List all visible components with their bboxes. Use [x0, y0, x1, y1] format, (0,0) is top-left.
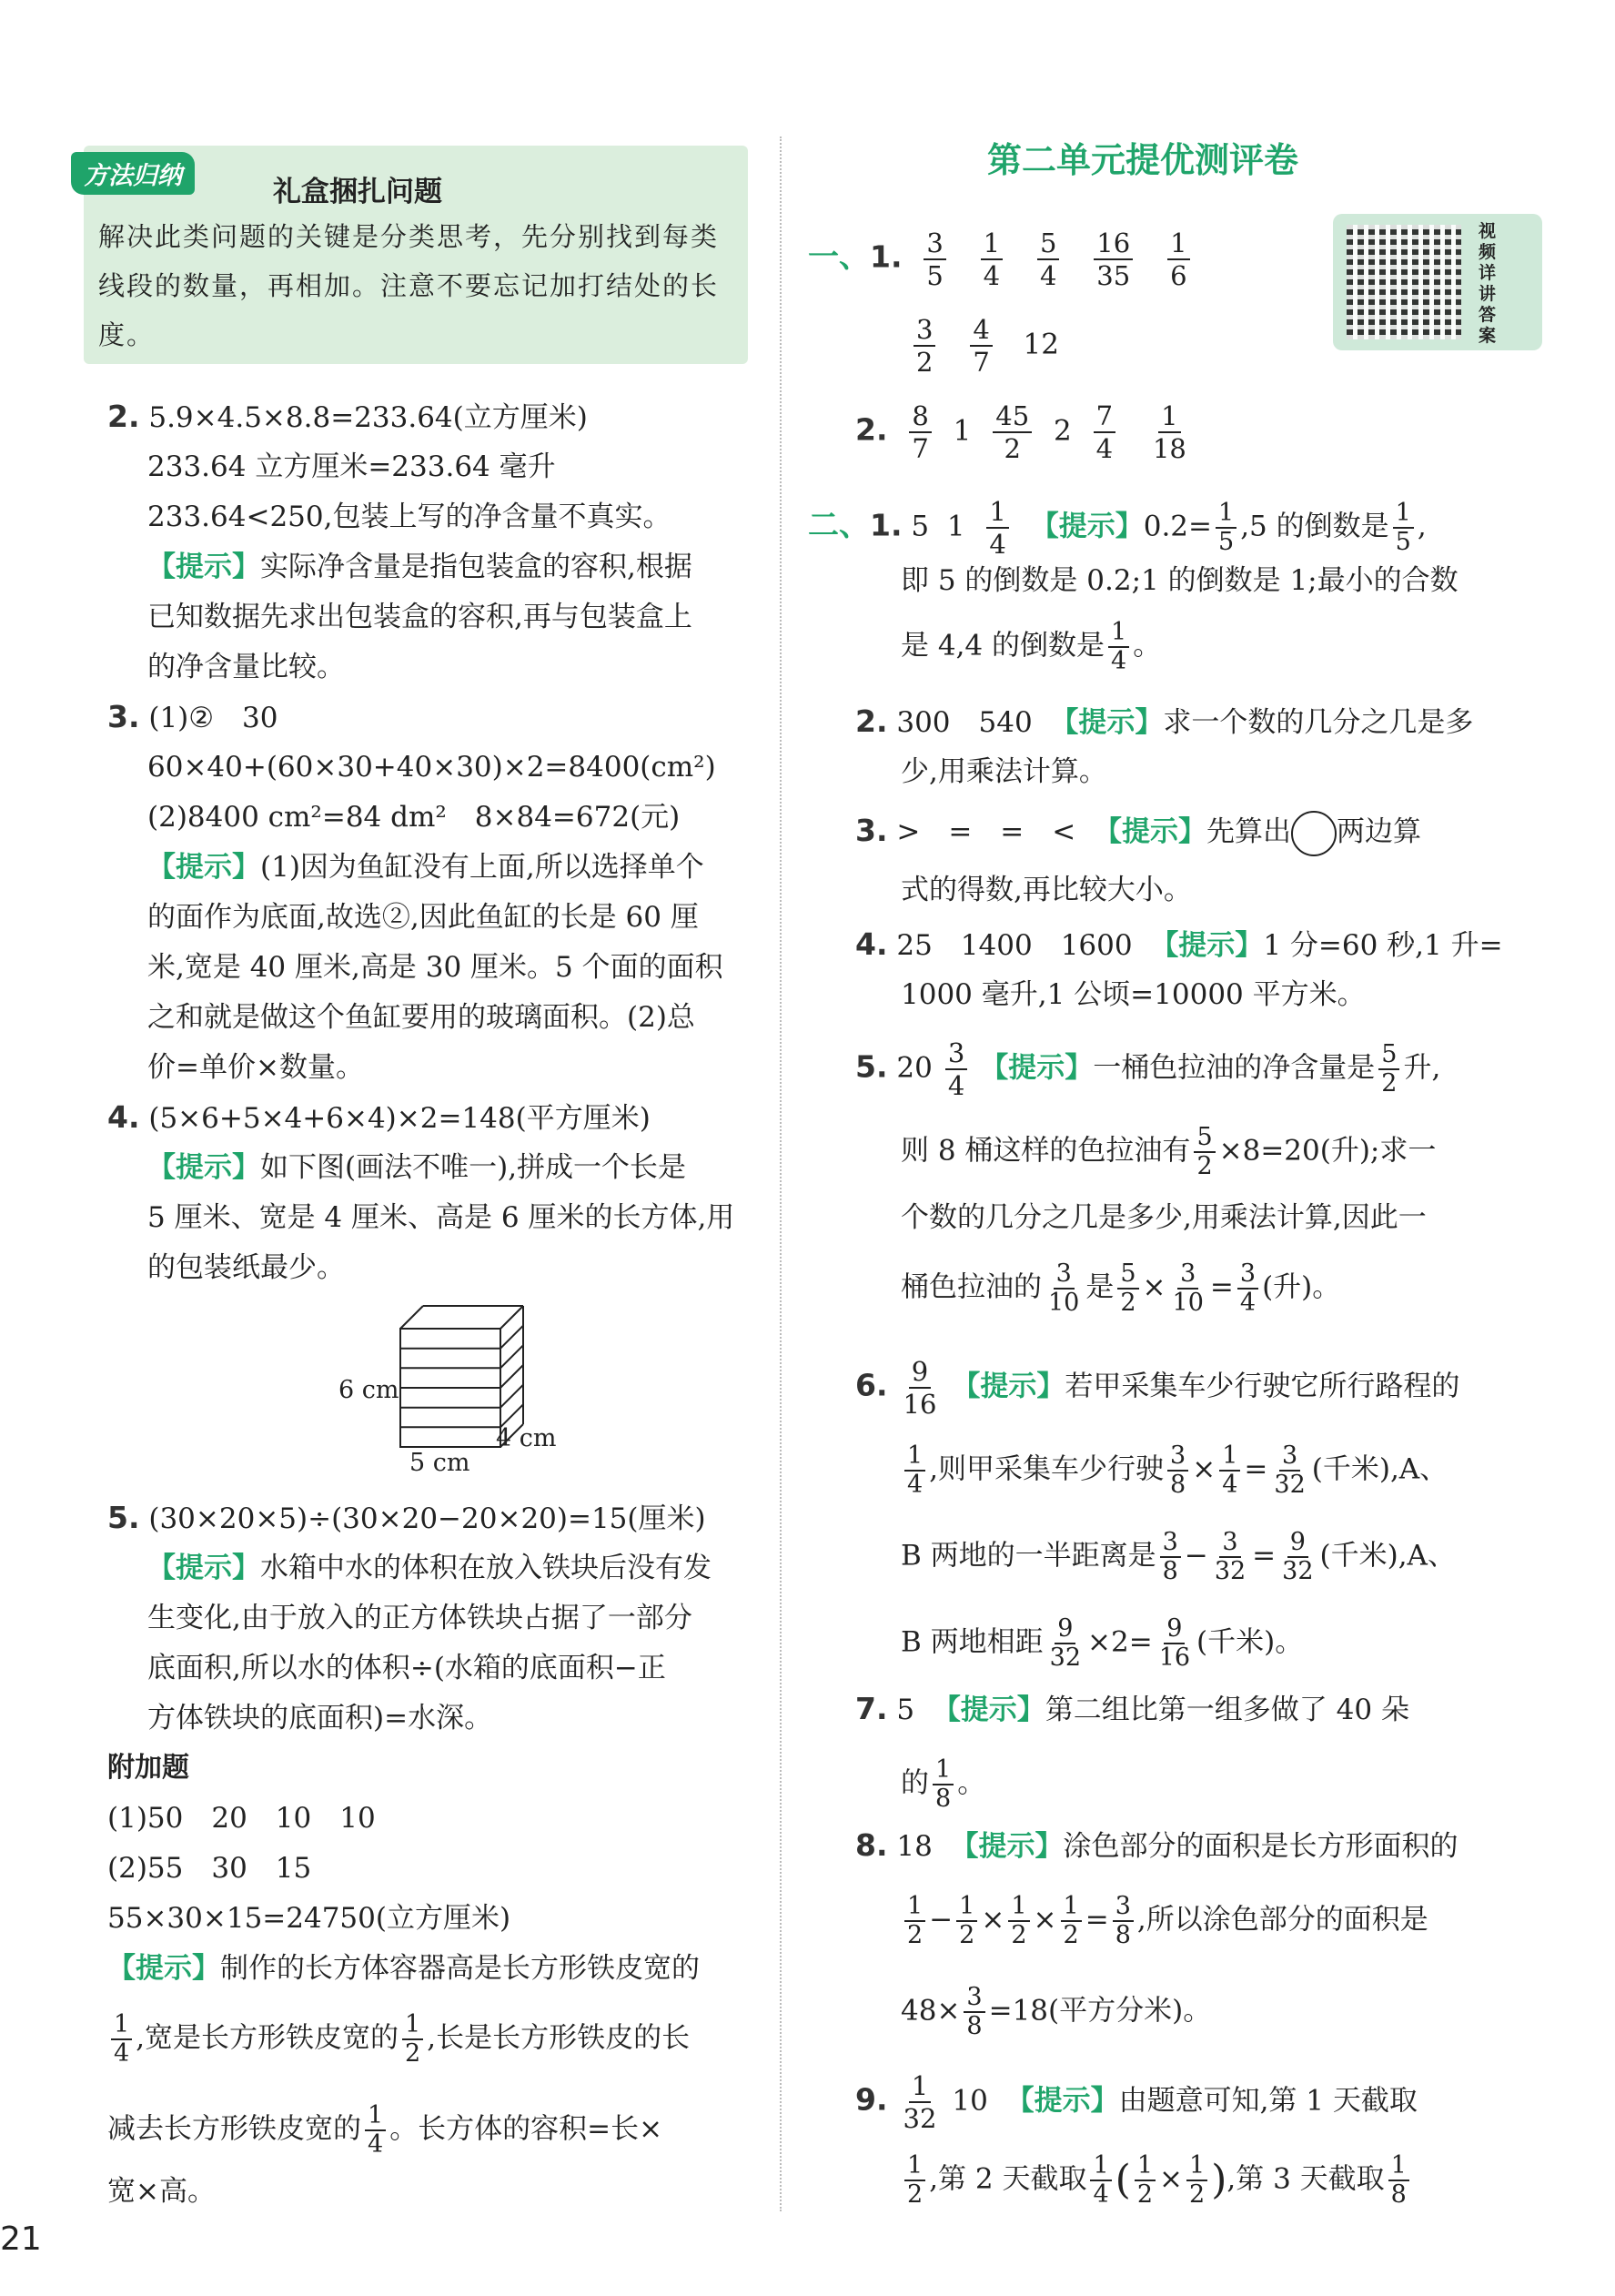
page-number: 21 — [0, 2220, 42, 2258]
s2-q1-line2: 即 5 的倒数是 0.2;1 的倒数是 1;最小的合数 — [901, 564, 1459, 597]
fraction: $\frac{1}{6}$ — [1167, 228, 1189, 291]
s2-q7-l2a: 的 — [901, 1766, 929, 1800]
s2-q9-l2a: ,第 2 天截取 — [929, 2162, 1087, 2196]
fraction: $\frac{3}{32}$ — [1274, 1441, 1306, 1499]
fraction: $\frac{1}{2}$ — [1008, 1893, 1029, 1949]
q4-line1: (5×6+5×4+6×4)×2=148(平方厘米) — [148, 1102, 651, 1135]
method-text: 解决此类问题的关键是分类思考，先分别找到每类线段的数量，再相加。注意不要忘记加打结处的长度。 — [98, 221, 720, 350]
s2-q6-l3d: (千米),A、 — [1319, 1539, 1456, 1573]
s2-q5-l2b: ×8=20(升);求一 — [1218, 1134, 1437, 1168]
circle-blank-icon — [1291, 811, 1337, 856]
q4-tip-tag: 【提示】 — [147, 1151, 260, 1184]
q3-line7: 之和就是做这个鱼缸要用的玻璃面积。(2)总 — [147, 1001, 695, 1034]
s2-q3-t2: 两边算 — [1336, 815, 1421, 848]
s2-q5-t2: 升, — [1403, 1051, 1441, 1085]
q2-line6: 的净含量比较。 — [147, 651, 345, 683]
s2-q1-line3b: 。 — [1133, 629, 1162, 663]
s2-q9-tip-tag: 【提示】 — [1005, 2084, 1119, 2118]
fraction: $\frac{3}{4}$ — [1237, 1260, 1258, 1317]
section1-label: 一、 — [808, 238, 870, 276]
q3-line6: 米,宽是 40 厘米,高是 30 厘米。5 个面的面积 — [147, 951, 723, 984]
fraction: $\frac{9}{32}$ — [1282, 1528, 1314, 1585]
extra-line5b: ,长是长方形铁皮的长 — [427, 2021, 691, 2055]
s2-q8-number: 8. — [855, 1827, 888, 1863]
q2-line1: 5.9×4.5×8.8=233.64(立方厘米) — [148, 401, 588, 434]
fraction: $\frac{16}{35}$ — [1094, 228, 1133, 291]
s2-q4-t: 1 分=60 秒,1 升= — [1263, 929, 1503, 962]
fraction: $\frac{3}{5}$ — [924, 228, 945, 291]
s2-q3-line2: 式的得数,再比较大小。 — [901, 874, 1192, 906]
extra-line1: (1)50 20 10 10 — [107, 1802, 376, 1835]
fraction: $\frac{1}{2}$ — [402, 2011, 423, 2068]
fraction: $\frac{1}{4}$ — [981, 228, 1003, 291]
fraction: $\frac{1}{2}$ — [904, 1893, 925, 1949]
s2-q8-l3b: =18(平方分米)。 — [988, 1994, 1212, 2028]
cuboid-depth-label: 4 cm — [496, 1424, 557, 1452]
q5-line2: 水箱中水的体积在放入铁块后没有发 — [260, 1552, 712, 1584]
fraction: $\frac{1}{4}$ — [986, 496, 1008, 560]
qr-label: 视频详讲答案 — [1479, 221, 1497, 346]
s2-q6-l2c: = — [1244, 1452, 1268, 1486]
column-divider — [780, 137, 782, 2211]
q2-tip-tag: 【提示】 — [147, 551, 260, 583]
s2-q5-number: 5. — [855, 1048, 888, 1085]
q2-line2: 233.64 立方厘米=233.64 毫升 — [147, 450, 556, 483]
extra-tip-tag: 【提示】 — [107, 1952, 220, 1985]
q2-line4: 实际净含量是指包装盒的容积,根据 — [260, 551, 692, 583]
fraction: $\frac{9}{16}$ — [903, 1356, 937, 1420]
fraction: $\frac{3}{10}$ — [1172, 1259, 1204, 1317]
fraction: $\frac{8}{7}$ — [909, 400, 931, 464]
fraction: $\frac{1}{4}$ — [1219, 1442, 1240, 1499]
s2-q8-tip-tag: 【提示】 — [950, 1830, 1064, 1863]
fraction: $\frac{1}{4}$ — [111, 2011, 132, 2068]
s1-q1-number: 1. — [870, 238, 903, 275]
s2-q6-l3c: = — [1252, 1539, 1277, 1573]
fraction: $\frac{1}{5}$ — [1393, 500, 1414, 556]
q4-line4: 的包装纸最少。 — [147, 1251, 345, 1284]
fraction: $\frac{45}{2}$ — [993, 400, 1032, 464]
s2-q5-a: 20 — [896, 1051, 933, 1085]
q3-number: 3. — [107, 699, 140, 734]
s2-q8-l2: ,所以涂色部分的面积是 — [1136, 1903, 1428, 1937]
fraction: $\frac{5}{2}$ — [1117, 1260, 1138, 1317]
fraction: $\frac{1}{5}$ — [1216, 500, 1236, 556]
fraction: $\frac{5}{2}$ — [1378, 1041, 1399, 1097]
s2-q5-t1: 一桶色拉油的净含量是 — [1093, 1051, 1376, 1085]
s2-q2-a: 300 540 — [896, 706, 1033, 739]
fraction: $\frac{9}{16}$ — [1158, 1614, 1191, 1672]
q5-line5: 方体铁块的底面积)=水深。 — [147, 1702, 493, 1735]
s2-q5-tip-tag: 【提示】 — [980, 1051, 1094, 1085]
s2-q3-a: > = = < — [896, 815, 1076, 848]
fraction: $\frac{1}{8}$ — [1388, 2152, 1409, 2209]
q3-line5: 的面作为底面,故选②,因此鱼缸的长是 60 厘 — [147, 901, 699, 934]
fraction: $\frac{1}{2}$ — [1061, 1893, 1082, 1949]
qr-code-box[interactable] — [1333, 214, 1542, 350]
s2-q6-l2b: × — [1192, 1452, 1216, 1486]
page-title: 第二单元提优测评卷 — [987, 140, 1299, 180]
fraction: $\frac{3}{4}$ — [945, 1037, 967, 1101]
s2-q1-b: 1 — [946, 510, 965, 543]
extra-line6b: 。长方体的容积=长× — [389, 2112, 663, 2146]
q3-line4: (1)因为鱼缸没有上面,所以选择单个 — [260, 851, 704, 884]
s2-q7-number: 7. — [855, 1691, 888, 1726]
s2-q5-l4c: × — [1142, 1270, 1166, 1304]
s2-q6-l3a: B 两地的一半距离是 — [901, 1539, 1156, 1573]
s2-q5-l4b: 是 — [1085, 1270, 1115, 1304]
cuboid-height-label: 6 cm — [338, 1376, 399, 1404]
fraction: $\frac{7}{4}$ — [1094, 400, 1115, 464]
cuboid-width-label: 5 cm — [409, 1449, 470, 1477]
s2-q5-l2a: 则 8 桶这样的色拉油有 — [901, 1134, 1191, 1168]
fraction: $\frac{1}{4}$ — [365, 2102, 386, 2159]
q5-line4: 底面积,所以水的体积÷(水箱的底面积−正 — [147, 1652, 666, 1684]
fraction: $\frac{3}{8}$ — [964, 1984, 984, 2040]
fraction: $\frac{1}{18}$ — [1152, 400, 1186, 464]
q2-line3: 233.64<250,包装上写的净含量不真实。 — [147, 501, 671, 533]
s2-q4-number: 4. — [855, 926, 888, 962]
fraction: $\frac{1}{32}$ — [903, 2070, 937, 2134]
s1-q2-d: 2 — [1054, 414, 1072, 448]
s2-q8-t: 涂色部分的面积是长方形面积的 — [1063, 1830, 1459, 1863]
s2-q4-line2: 1000 毫升,1 公顷=10000 平方米。 — [901, 978, 1366, 1011]
q4-number: 4. — [107, 1099, 140, 1135]
extra-line2: (2)55 30 15 — [107, 1852, 312, 1885]
s2-q6-l2d: (千米),A、 — [1311, 1452, 1448, 1486]
section2-label: 二、 — [808, 507, 870, 544]
s2-q2-number: 2. — [855, 703, 888, 739]
extra-line3: 55×30×15=24750(立方厘米) — [107, 1902, 511, 1935]
qr-code-icon — [1347, 225, 1461, 339]
s2-q5-l4a: 桶色拉油的 — [901, 1270, 1042, 1304]
extra-line4: 制作的长方体容器高是长方形铁皮宽的 — [220, 1952, 700, 1985]
s2-q1-t3: , — [1417, 510, 1427, 543]
fraction: $\frac{3}{8}$ — [1167, 1442, 1188, 1499]
extra-line6a: 减去长方形铁皮宽的 — [107, 2112, 361, 2146]
fraction: $\frac{4}{7}$ — [970, 314, 992, 378]
q3-line8: 价=单价×数量。 — [147, 1051, 364, 1084]
fraction: $\frac{5}{2}$ — [1194, 1124, 1215, 1180]
q3-line2: 60×40+(60×30+40×30)×2=8400(cm²) — [147, 751, 716, 784]
fraction: $\frac{1}{4}$ — [904, 1442, 925, 1499]
s2-q6-l3b: − — [1184, 1539, 1208, 1573]
extra-title: 附加题 — [107, 1752, 189, 1784]
fraction: $\frac{1}{2}$ — [904, 2152, 925, 2209]
fraction: $\frac{3}{32}$ — [1214, 1528, 1247, 1585]
s2-q1-t2: ,5 的倒数是 — [1240, 510, 1389, 543]
q3-line3: (2)8400 cm²=84 dm² 8×84=672(元) — [147, 801, 681, 834]
s2-q5-line3: 个数的几分之几是多少,用乘法计算,因此一 — [901, 1201, 1427, 1234]
s2-q9-number: 9. — [855, 2081, 888, 2118]
q4-line3: 5 厘米、宽是 4 厘米、高是 6 厘米的长方体,用 — [147, 1201, 735, 1234]
s2-q4-a: 25 1400 1600 — [896, 929, 1133, 962]
q4-line2: 如下图(画法不唯一),拼成一个长是 — [260, 1151, 687, 1184]
s2-q9-l2b: ,第 3 天截取 — [1226, 2162, 1385, 2196]
s2-q2-tip-tag: 【提示】 — [1050, 706, 1164, 739]
s2-q8-a: 18 — [896, 1830, 933, 1863]
s2-q5-l4d: = — [1209, 1270, 1234, 1304]
s2-q6-l4b: ×2= — [1087, 1625, 1153, 1659]
s2-q9-b: 10 — [952, 2084, 988, 2118]
q5-number: 5. — [107, 1500, 140, 1535]
s2-q3-t1: 先算出 — [1206, 815, 1291, 848]
s2-q2-t: 求一个数的几分之几是多 — [1163, 706, 1474, 739]
s1-q2-b: 1 — [953, 414, 972, 448]
fraction: $\frac{1}{8}$ — [933, 1756, 954, 1813]
fraction: $\frac{9}{32}$ — [1049, 1614, 1081, 1672]
extra-line5a: ,宽是长方形铁皮宽的 — [136, 2021, 399, 2055]
s1-q1-value: 12 — [1023, 328, 1059, 361]
s2-q4-tip-tag: 【提示】 — [1150, 929, 1264, 962]
s2-q1-line3: 是 4,4 的倒数是 — [901, 629, 1105, 663]
method-title: 礼盒捆扎问题 — [273, 176, 442, 208]
q5-tip-tag: 【提示】 — [147, 1552, 260, 1584]
s2-q9-t: 由题意可知,第 1 天截取 — [1118, 2084, 1418, 2118]
fraction: $\frac{1}{2}$ — [956, 1893, 977, 1949]
s1-q2-number: 2. — [855, 411, 888, 448]
fraction: $\frac{3}{8}$ — [1160, 1529, 1181, 1585]
fraction: $\frac{1}{4}$ — [1090, 2152, 1111, 2209]
method-badge: 方法归纳 — [71, 152, 195, 195]
q3-tip-tag: 【提示】 — [147, 851, 260, 884]
fraction: $\frac{5}{4}$ — [1037, 228, 1059, 291]
s2-q6-l2a: ,则甲采集车少行驶 — [929, 1452, 1165, 1486]
fraction: $\frac{3}{8}$ — [1113, 1893, 1134, 1949]
s2-q8-l3a: 48× — [901, 1994, 961, 2028]
extra-line7: 宽×高。 — [107, 2175, 216, 2208]
fraction: $\frac{1}{2}$ — [1186, 2152, 1207, 2209]
q2-line5: 已知数据先求出包装盒的容积,再与包装盒上 — [147, 601, 692, 633]
q5-line1: (30×20×5)÷(30×20−20×20)=15(厘米) — [148, 1502, 706, 1535]
s2-q5-l4e: (升)。 — [1262, 1270, 1341, 1304]
s2-q6-l4c: (千米)。 — [1196, 1625, 1304, 1659]
s2-q6-l4a: B 两地相距 — [901, 1625, 1044, 1659]
s2-q1-t1: 0.2= — [1143, 510, 1212, 543]
s2-q6-t: 若甲采集车少行驶它所行路程的 — [1065, 1370, 1460, 1403]
s2-q1-a: 5 — [911, 510, 930, 543]
s2-q1-number: 1. — [870, 507, 903, 543]
s2-q7-tip-tag: 【提示】 — [932, 1694, 1045, 1726]
s2-q1-tip-tag: 【提示】 — [1030, 510, 1144, 543]
s2-q6-number: 6. — [855, 1367, 888, 1403]
q3-line1: (1)② 30 — [148, 702, 278, 734]
s2-q7-a: 5 — [896, 1694, 915, 1726]
s2-q7-t: 第二组比第一组多做了 40 朵 — [1045, 1694, 1409, 1726]
q5-line3: 生变化,由于放入的正方体铁块占据了一部分 — [147, 1602, 692, 1634]
q2-number: 2. — [107, 399, 140, 434]
s2-q6-tip-tag: 【提示】 — [952, 1370, 1065, 1403]
fraction: $\frac{1}{4}$ — [1108, 619, 1129, 675]
fraction: $\frac{3}{2}$ — [913, 314, 935, 378]
s2-q3-number: 3. — [855, 813, 888, 848]
fraction: $\frac{3}{10}$ — [1048, 1259, 1080, 1317]
fraction: $\frac{1}{2}$ — [1135, 2152, 1156, 2209]
s2-q3-tip-tag: 【提示】 — [1093, 815, 1206, 848]
s2-q2-line2: 少,用乘法计算。 — [901, 755, 1107, 788]
s2-q7-l2b: 。 — [957, 1766, 986, 1800]
